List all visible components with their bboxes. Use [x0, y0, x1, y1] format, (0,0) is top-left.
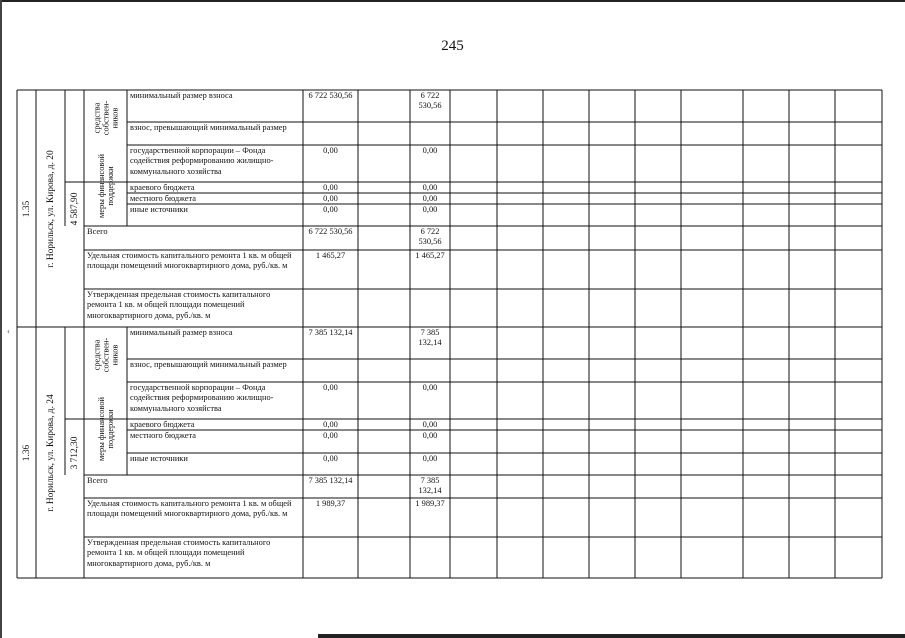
source-label-other_sources: иные источники	[130, 454, 188, 463]
value-col1-regional_budget: 0,00	[323, 183, 338, 192]
summary-label-total: Всего	[87, 227, 108, 236]
value-col1-regional_budget: 0,00	[323, 420, 338, 429]
address-label: г. Норильск, ул. Кирова, д. 20	[45, 149, 56, 268]
value-col2-other_sources: 0,00	[422, 454, 438, 463]
value-col2-regional_budget: 0,00	[422, 183, 438, 192]
value-col1-total: 7 385 132,14	[308, 476, 353, 485]
address-label: г. Норильск, ул. Кирова, д. 24	[45, 393, 56, 512]
source-label-regional_budget: краевого бюджета	[130, 183, 195, 192]
source-label-state_corp: государственной корпорации – Фонда содействия реформированию жилищно-коммунального хозяйства	[130, 383, 274, 413]
summary-label-unit_cost: Удельная стоимость капитального ремонта 1 кв. м общей площади помещений многоквартирного дома, руб./кв. м	[87, 499, 292, 519]
source-label-local_budget: местного бюджета	[130, 431, 197, 440]
source-label-min_fee: минимальный размер взноса	[130, 328, 233, 337]
source-label-over_min_fee: взнос, превышающий минимальный размер	[130, 360, 287, 369]
group-owners-label: средства собствен- ников	[92, 337, 119, 372]
value-col1-unit_cost: 1 989,37	[315, 499, 346, 508]
source-label-local_budget: местного бюджета	[130, 194, 197, 203]
value-col1-local_budget: 0,00	[323, 194, 338, 203]
value-col2-total: 7 385 132,14	[418, 476, 442, 496]
source-label-min_fee: минимальный размер взноса	[130, 91, 233, 100]
value-col1-state_corp: 0,00	[323, 383, 338, 392]
value-col1-min_fee: 7 385 132,14	[308, 328, 353, 337]
summary-label-limit_cost: Утвержденная предельная стоимость капитального ремонта 1 кв. м общей площади помещений многоквартирного дома, руб./кв. м	[87, 290, 271, 320]
summary-label-total: Всего	[87, 476, 108, 485]
value-col2-min_fee: 7 385 132,14	[418, 328, 442, 348]
value-col2-total: 6 722 530,56	[418, 227, 442, 247]
row-number: 1.36	[21, 444, 32, 461]
value-col1-other_sources: 0,00	[323, 454, 338, 463]
source-label-state_corp: государственной корпорации – Фонда содействия реформированию жилищно-коммунального хозяйства	[130, 146, 274, 176]
page-number: 245	[441, 38, 464, 54]
value-col2-other_sources: 0,00	[422, 205, 438, 214]
value-col2-local_budget: 0,00	[422, 194, 438, 203]
group-support-label: меры финансовой поддержки	[96, 396, 115, 461]
value-col1-total: 6 722 530,56	[308, 227, 353, 236]
summary-label-limit_cost: Утвержденная предельная стоимость капитального ремонта 1 кв. м общей площади помещений многоквартирного дома, руб./кв. м	[87, 538, 271, 568]
row-number: 1.35	[21, 200, 32, 217]
area-label: 4 587,90	[69, 192, 80, 225]
area-label: 3 712,30	[69, 436, 80, 469]
value-col1-state_corp: 0,00	[323, 146, 338, 155]
source-label-regional_budget: краевого бюджета	[130, 420, 195, 429]
value-col2-min_fee: 6 722 530,56	[418, 91, 442, 111]
value-col2-unit_cost: 1 465,27	[415, 251, 445, 260]
value-col2-local_budget: 0,00	[422, 431, 438, 440]
value-col2-regional_budget: 0,00	[422, 420, 438, 429]
value-col1-unit_cost: 1 465,27	[315, 251, 346, 260]
value-col1-local_budget: 0,00	[323, 431, 338, 440]
value-col1-min_fee: 6 722 530,56	[308, 91, 353, 100]
summary-label-unit_cost: Удельная стоимость капитального ремонта 1 кв. м общей площади помещений многоквартирного дома, руб./кв. м	[87, 251, 292, 271]
value-col1-other_sources: 0,00	[323, 205, 338, 214]
source-label-other_sources: иные источники	[130, 205, 188, 214]
group-support-label: меры финансовой поддержки	[96, 153, 115, 218]
value-col2-unit_cost: 1 989,37	[415, 499, 445, 508]
source-label-over_min_fee: взнос, превышающий минимальный размер	[130, 123, 287, 132]
group-owners-label: средства собствен- ников	[92, 100, 119, 135]
value-col2-state_corp: 0,00	[422, 383, 438, 392]
scan-speck: ‹	[7, 326, 10, 336]
value-col2-state_corp: 0,00	[422, 146, 438, 155]
